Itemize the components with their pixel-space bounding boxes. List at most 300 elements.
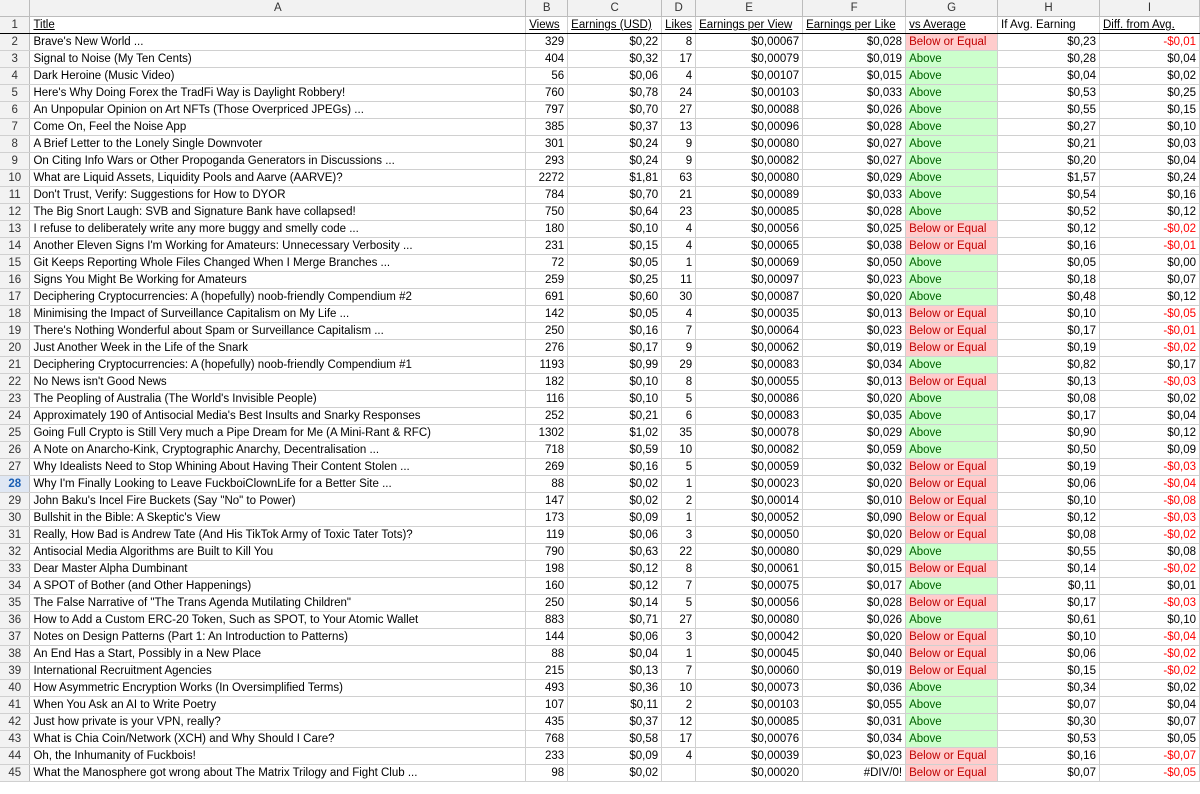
if-avg-earning-cell[interactable]: $0,55 [998, 102, 1100, 119]
title-cell[interactable]: An Unpopular Opinion on Art NFTs (Those Overpriced JPEGs) ... [30, 102, 526, 119]
diff-from-avg-cell[interactable]: $0,02 [1099, 68, 1199, 85]
likes-cell[interactable]: 6 [662, 408, 696, 425]
diff-from-avg-cell[interactable]: $0,12 [1099, 289, 1199, 306]
earnings-per-view-cell[interactable]: $0,00065 [696, 238, 803, 255]
title-cell[interactable]: International Recruitment Agencies [30, 663, 526, 680]
earnings-per-like-cell[interactable]: $0,019 [803, 663, 906, 680]
earnings-per-like-cell[interactable]: $0,017 [803, 578, 906, 595]
title-cell[interactable]: How to Add a Custom ERC-20 Token, Such as SPOT, to Your Atomic Wallet [30, 612, 526, 629]
likes-cell[interactable]: 1 [662, 510, 696, 527]
if-avg-earning-cell[interactable]: $0,90 [998, 425, 1100, 442]
earnings-per-like-cell[interactable]: $0,013 [803, 374, 906, 391]
views-cell[interactable]: 182 [526, 374, 568, 391]
vs-average-cell[interactable]: Above [906, 255, 998, 272]
column-header-g[interactable]: G [906, 0, 998, 17]
earnings-per-view-cell[interactable]: $0,00069 [696, 255, 803, 272]
title-cell[interactable]: I refuse to deliberately write any more buggy and smelly code ... [30, 221, 526, 238]
row-header[interactable]: 42 [0, 714, 30, 731]
vs-average-cell[interactable]: Below or Equal [906, 748, 998, 765]
title-cell[interactable]: Deciphering Cryptocurrencies: A (hopefully) noob-friendly Compendium #2 [30, 289, 526, 306]
earnings-cell[interactable]: $1,02 [568, 425, 662, 442]
row-header[interactable]: 39 [0, 663, 30, 680]
title-cell[interactable]: Here's Why Doing Forex the TradFi Way is Daylight Robbery! [30, 85, 526, 102]
title-cell[interactable]: The Big Snort Laugh: SVB and Signature Bank have collapsed! [30, 204, 526, 221]
earnings-cell[interactable]: $0,13 [568, 663, 662, 680]
earnings-per-view-cell[interactable]: $0,00020 [696, 765, 803, 782]
if-avg-earning-cell[interactable]: $0,10 [998, 629, 1100, 646]
earnings-cell[interactable]: $0,04 [568, 646, 662, 663]
earnings-cell[interactable]: $0,37 [568, 714, 662, 731]
row-header[interactable]: 14 [0, 238, 30, 255]
earnings-per-like-cell[interactable]: $0,034 [803, 357, 906, 374]
earnings-per-view-cell[interactable]: $0,00103 [696, 697, 803, 714]
views-cell[interactable]: 1302 [526, 425, 568, 442]
earnings-per-view-cell[interactable]: $0,00045 [696, 646, 803, 663]
earnings-per-view-cell[interactable]: $0,00083 [696, 408, 803, 425]
row-header[interactable]: 31 [0, 527, 30, 544]
views-cell[interactable]: 88 [526, 476, 568, 493]
likes-cell[interactable]: 21 [662, 187, 696, 204]
row-header[interactable]: 33 [0, 561, 30, 578]
row-header[interactable]: 3 [0, 51, 30, 68]
diff-from-avg-cell[interactable]: -$0,04 [1099, 476, 1199, 493]
vs-average-cell[interactable]: Above [906, 442, 998, 459]
earnings-per-view-cell[interactable]: $0,00080 [696, 612, 803, 629]
title-cell[interactable]: Minimising the Impact of Surveillance Capitalism on My Life ... [30, 306, 526, 323]
earnings-per-view-cell[interactable]: $0,00107 [696, 68, 803, 85]
row-header[interactable]: 10 [0, 170, 30, 187]
diff-from-avg-cell[interactable]: -$0,02 [1099, 221, 1199, 238]
vs-average-cell[interactable]: Above [906, 85, 998, 102]
likes-cell[interactable]: 23 [662, 204, 696, 221]
views-cell[interactable]: 790 [526, 544, 568, 561]
likes-cell[interactable]: 4 [662, 68, 696, 85]
vs-average-cell[interactable]: Below or Equal [906, 493, 998, 510]
if-avg-earning-cell[interactable]: $0,16 [998, 238, 1100, 255]
views-cell[interactable]: 215 [526, 663, 568, 680]
earnings-per-view-cell[interactable]: $0,00060 [696, 663, 803, 680]
earnings-per-view-cell[interactable]: $0,00086 [696, 391, 803, 408]
views-cell[interactable]: 750 [526, 204, 568, 221]
earnings-cell[interactable]: $0,15 [568, 238, 662, 255]
earnings-cell[interactable]: $0,06 [568, 527, 662, 544]
earnings-per-view-cell[interactable]: $0,00082 [696, 153, 803, 170]
if-avg-earning-cell[interactable]: $0,08 [998, 391, 1100, 408]
title-cell[interactable]: Approximately 190 of Antisocial Media's Best Insults and Snarky Responses [30, 408, 526, 425]
earnings-per-view-cell[interactable]: $0,00087 [696, 289, 803, 306]
earnings-cell[interactable]: $0,16 [568, 323, 662, 340]
earnings-per-view-cell[interactable]: $0,00061 [696, 561, 803, 578]
views-cell[interactable]: 718 [526, 442, 568, 459]
row-header[interactable]: 41 [0, 697, 30, 714]
likes-cell[interactable]: 9 [662, 153, 696, 170]
earnings-cell[interactable]: $0,16 [568, 459, 662, 476]
likes-cell[interactable]: 29 [662, 357, 696, 374]
earnings-per-like-cell[interactable]: $0,023 [803, 748, 906, 765]
likes-cell[interactable]: 1 [662, 646, 696, 663]
likes-cell[interactable]: 10 [662, 442, 696, 459]
title-cell[interactable]: Brave's New World ... [30, 34, 526, 51]
diff-from-avg-cell[interactable]: $0,07 [1099, 714, 1199, 731]
title-cell[interactable]: Why I'm Finally Looking to Leave FuckboiClownLife for a Better Site ... [30, 476, 526, 493]
title-cell[interactable]: Deciphering Cryptocurrencies: A (hopefully) noob-friendly Compendium #1 [30, 357, 526, 374]
likes-cell[interactable]: 1 [662, 476, 696, 493]
diff-from-avg-cell[interactable]: $0,12 [1099, 204, 1199, 221]
earnings-per-view-cell[interactable]: $0,00064 [696, 323, 803, 340]
title-cell[interactable]: The False Narrative of "The Trans Agenda Mutilating Children" [30, 595, 526, 612]
vs-average-cell[interactable]: Above [906, 102, 998, 119]
row-header[interactable]: 44 [0, 748, 30, 765]
likes-cell[interactable]: 24 [662, 85, 696, 102]
column-header-d[interactable]: D [662, 0, 696, 17]
title-cell[interactable]: The Peopling of Australia (The World's Invisible People) [30, 391, 526, 408]
views-cell[interactable]: 252 [526, 408, 568, 425]
earnings-cell[interactable]: $0,12 [568, 561, 662, 578]
earnings-per-like-cell[interactable]: $0,032 [803, 459, 906, 476]
earnings-per-like-cell[interactable]: $0,055 [803, 697, 906, 714]
diff-from-avg-cell[interactable]: $0,09 [1099, 442, 1199, 459]
earnings-cell[interactable]: $0,11 [568, 697, 662, 714]
vs-average-cell[interactable]: Above [906, 425, 998, 442]
if-avg-earning-cell[interactable]: $0,28 [998, 51, 1100, 68]
if-avg-earning-cell[interactable]: $0,04 [998, 68, 1100, 85]
title-cell[interactable]: Why Idealists Need to Stop Whining About Having Their Content Stolen ... [30, 459, 526, 476]
earnings-per-view-cell[interactable]: $0,00083 [696, 357, 803, 374]
vs-average-cell[interactable]: Below or Equal [906, 629, 998, 646]
likes-cell[interactable]: 27 [662, 612, 696, 629]
likes-cell[interactable]: 17 [662, 51, 696, 68]
earnings-cell[interactable]: $0,09 [568, 510, 662, 527]
row-header[interactable]: 5 [0, 85, 30, 102]
earnings-per-like-cell[interactable]: $0,020 [803, 629, 906, 646]
earnings-cell[interactable]: $0,70 [568, 102, 662, 119]
likes-cell[interactable]: 8 [662, 561, 696, 578]
views-cell[interactable]: 293 [526, 153, 568, 170]
earnings-per-like-cell[interactable]: $0,033 [803, 85, 906, 102]
column-header-i[interactable]: I [1099, 0, 1199, 17]
title-cell[interactable]: John Baku's Incel Fire Buckets (Say "No" to Power) [30, 493, 526, 510]
if-avg-earning-cell[interactable]: $0,20 [998, 153, 1100, 170]
diff-from-avg-cell[interactable]: $0,02 [1099, 680, 1199, 697]
diff-from-avg-cell[interactable]: $0,04 [1099, 408, 1199, 425]
earnings-cell[interactable]: $0,06 [568, 68, 662, 85]
earnings-cell[interactable]: $0,17 [568, 340, 662, 357]
if-avg-earning-cell[interactable]: $1,57 [998, 170, 1100, 187]
likes-cell[interactable]: 8 [662, 374, 696, 391]
title-cell[interactable]: A Brief Letter to the Lonely Single Downvoter [30, 136, 526, 153]
views-cell[interactable]: 385 [526, 119, 568, 136]
diff-from-avg-cell[interactable]: -$0,07 [1099, 748, 1199, 765]
diff-from-avg-cell[interactable]: $0,10 [1099, 612, 1199, 629]
earnings-per-like-cell[interactable]: $0,028 [803, 34, 906, 51]
if-avg-earning-cell[interactable]: $0,23 [998, 34, 1100, 51]
earnings-per-like-cell[interactable]: $0,059 [803, 442, 906, 459]
vs-average-cell[interactable]: Above [906, 544, 998, 561]
views-cell[interactable]: 329 [526, 34, 568, 51]
vs-average-cell[interactable]: Below or Equal [906, 306, 998, 323]
likes-cell[interactable]: 5 [662, 459, 696, 476]
vs-average-cell[interactable]: Below or Equal [906, 765, 998, 782]
earnings-cell[interactable]: $0,22 [568, 34, 662, 51]
earnings-per-view-cell[interactable]: $0,00062 [696, 340, 803, 357]
earnings-cell[interactable]: $0,99 [568, 357, 662, 374]
title-cell[interactable]: Antisocial Media Algorithms are Built to Kill You [30, 544, 526, 561]
vs-average-cell[interactable]: Above [906, 272, 998, 289]
likes-cell[interactable]: 11 [662, 272, 696, 289]
earnings-cell[interactable]: $0,78 [568, 85, 662, 102]
views-cell[interactable]: 142 [526, 306, 568, 323]
if-avg-earning-cell[interactable]: $0,54 [998, 187, 1100, 204]
vs-average-cell[interactable]: Below or Equal [906, 510, 998, 527]
vs-average-cell[interactable]: Below or Equal [906, 34, 998, 51]
vs-average-cell[interactable]: Above [906, 51, 998, 68]
title-cell[interactable]: When You Ask an AI to Write Poetry [30, 697, 526, 714]
if-avg-earning-cell[interactable]: $0,10 [998, 306, 1100, 323]
diff-from-avg-cell[interactable]: $0,08 [1099, 544, 1199, 561]
if-avg-earning-cell[interactable]: $0,15 [998, 663, 1100, 680]
likes-cell[interactable]: 30 [662, 289, 696, 306]
title-cell[interactable]: Another Eleven Signs I'm Working for Amateurs: Unnecessary Verbosity ... [30, 238, 526, 255]
likes-cell[interactable]: 8 [662, 34, 696, 51]
earnings-per-like-cell[interactable]: $0,027 [803, 136, 906, 153]
views-cell[interactable]: 98 [526, 765, 568, 782]
row-header[interactable]: 36 [0, 612, 30, 629]
earnings-cell[interactable]: $0,24 [568, 153, 662, 170]
likes-cell[interactable]: 3 [662, 527, 696, 544]
views-cell[interactable]: 276 [526, 340, 568, 357]
earnings-per-view-cell[interactable]: $0,00050 [696, 527, 803, 544]
views-cell[interactable]: 88 [526, 646, 568, 663]
row-header[interactable]: 13 [0, 221, 30, 238]
earnings-per-view-cell[interactable]: $0,00023 [696, 476, 803, 493]
earnings-per-like-cell[interactable]: $0,023 [803, 272, 906, 289]
row-header-1[interactable]: 1 [0, 17, 30, 34]
likes-cell[interactable]: 9 [662, 340, 696, 357]
diff-from-avg-cell[interactable]: -$0,02 [1099, 663, 1199, 680]
likes-cell[interactable]: 4 [662, 748, 696, 765]
likes-cell[interactable]: 27 [662, 102, 696, 119]
earnings-per-view-cell[interactable]: $0,00079 [696, 51, 803, 68]
if-avg-earning-cell[interactable]: $0,21 [998, 136, 1100, 153]
header-cell-if-avg-earning[interactable]: If Avg. Earning [998, 17, 1100, 34]
earnings-per-like-cell[interactable]: $0,015 [803, 68, 906, 85]
earnings-cell[interactable]: $0,21 [568, 408, 662, 425]
likes-cell[interactable]: 13 [662, 119, 696, 136]
column-header-h[interactable]: H [998, 0, 1100, 17]
row-header[interactable]: 2 [0, 34, 30, 51]
views-cell[interactable]: 301 [526, 136, 568, 153]
diff-from-avg-cell[interactable]: $0,16 [1099, 187, 1199, 204]
vs-average-cell[interactable]: Above [906, 408, 998, 425]
diff-from-avg-cell[interactable]: -$0,01 [1099, 34, 1199, 51]
if-avg-earning-cell[interactable]: $0,17 [998, 595, 1100, 612]
earnings-per-like-cell[interactable]: $0,036 [803, 680, 906, 697]
earnings-per-view-cell[interactable]: $0,00097 [696, 272, 803, 289]
earnings-per-like-cell[interactable]: $0,010 [803, 493, 906, 510]
column-header-e[interactable]: E [696, 0, 803, 17]
if-avg-earning-cell[interactable]: $0,07 [998, 697, 1100, 714]
if-avg-earning-cell[interactable]: $0,27 [998, 119, 1100, 136]
header-cell-vs-average[interactable]: vs Average [906, 17, 998, 34]
earnings-per-like-cell[interactable]: $0,038 [803, 238, 906, 255]
if-avg-earning-cell[interactable]: $0,17 [998, 408, 1100, 425]
earnings-per-view-cell[interactable]: $0,00096 [696, 119, 803, 136]
likes-cell[interactable]: 1 [662, 255, 696, 272]
likes-cell[interactable]: 7 [662, 578, 696, 595]
views-cell[interactable]: 435 [526, 714, 568, 731]
title-cell[interactable]: Oh, the Inhumanity of Fuckbois! [30, 748, 526, 765]
views-cell[interactable]: 784 [526, 187, 568, 204]
vs-average-cell[interactable]: Above [906, 153, 998, 170]
earnings-per-like-cell[interactable]: $0,015 [803, 561, 906, 578]
header-cell-diff-from-avg[interactable]: Diff. from Avg. [1099, 17, 1199, 34]
if-avg-earning-cell[interactable]: $0,11 [998, 578, 1100, 595]
if-avg-earning-cell[interactable]: $0,18 [998, 272, 1100, 289]
row-header[interactable]: 8 [0, 136, 30, 153]
if-avg-earning-cell[interactable]: $0,61 [998, 612, 1100, 629]
row-header[interactable]: 25 [0, 425, 30, 442]
diff-from-avg-cell[interactable]: $0,01 [1099, 578, 1199, 595]
row-header[interactable]: 24 [0, 408, 30, 425]
row-header[interactable]: 16 [0, 272, 30, 289]
views-cell[interactable]: 269 [526, 459, 568, 476]
vs-average-cell[interactable]: Above [906, 731, 998, 748]
vs-average-cell[interactable]: Below or Equal [906, 221, 998, 238]
header-cell-likes[interactable]: Likes [662, 17, 696, 34]
if-avg-earning-cell[interactable]: $0,48 [998, 289, 1100, 306]
earnings-cell[interactable]: $0,12 [568, 578, 662, 595]
earnings-per-view-cell[interactable]: $0,00080 [696, 170, 803, 187]
row-header[interactable]: 4 [0, 68, 30, 85]
likes-cell[interactable]: 10 [662, 680, 696, 697]
if-avg-earning-cell[interactable]: $0,55 [998, 544, 1100, 561]
title-cell[interactable]: Come On, Feel the Noise App [30, 119, 526, 136]
title-cell[interactable]: Dear Master Alpha Dumbinant [30, 561, 526, 578]
title-cell[interactable]: Really, How Bad is Andrew Tate (And His TikTok Army of Toxic Tater Tots)? [30, 527, 526, 544]
row-header[interactable]: 43 [0, 731, 30, 748]
likes-cell[interactable]: 12 [662, 714, 696, 731]
diff-from-avg-cell[interactable]: $0,15 [1099, 102, 1199, 119]
likes-cell[interactable]: 2 [662, 697, 696, 714]
views-cell[interactable]: 404 [526, 51, 568, 68]
row-header[interactable]: 37 [0, 629, 30, 646]
row-header[interactable]: 19 [0, 323, 30, 340]
earnings-per-like-cell[interactable]: $0,020 [803, 289, 906, 306]
earnings-per-like-cell[interactable]: $0,019 [803, 51, 906, 68]
diff-from-avg-cell[interactable]: -$0,08 [1099, 493, 1199, 510]
likes-cell[interactable]: 35 [662, 425, 696, 442]
diff-from-avg-cell[interactable]: -$0,04 [1099, 629, 1199, 646]
earnings-per-like-cell[interactable]: $0,013 [803, 306, 906, 323]
earnings-per-view-cell[interactable]: $0,00014 [696, 493, 803, 510]
if-avg-earning-cell[interactable]: $0,19 [998, 340, 1100, 357]
earnings-per-like-cell[interactable]: $0,020 [803, 391, 906, 408]
diff-from-avg-cell[interactable]: $0,03 [1099, 136, 1199, 153]
views-cell[interactable]: 1193 [526, 357, 568, 374]
if-avg-earning-cell[interactable]: $0,16 [998, 748, 1100, 765]
if-avg-earning-cell[interactable]: $0,06 [998, 476, 1100, 493]
earnings-per-like-cell[interactable]: $0,027 [803, 153, 906, 170]
earnings-per-like-cell[interactable]: $0,034 [803, 731, 906, 748]
diff-from-avg-cell[interactable]: -$0,03 [1099, 510, 1199, 527]
earnings-per-view-cell[interactable]: $0,00052 [696, 510, 803, 527]
diff-from-avg-cell[interactable]: -$0,01 [1099, 323, 1199, 340]
row-header[interactable]: 34 [0, 578, 30, 595]
views-cell[interactable]: 147 [526, 493, 568, 510]
vs-average-cell[interactable]: Below or Equal [906, 595, 998, 612]
diff-from-avg-cell[interactable]: $0,00 [1099, 255, 1199, 272]
earnings-per-like-cell[interactable]: $0,023 [803, 323, 906, 340]
vs-average-cell[interactable]: Above [906, 357, 998, 374]
views-cell[interactable]: 768 [526, 731, 568, 748]
header-cell-earnings-per-like[interactable]: Earnings per Like [803, 17, 906, 34]
earnings-per-view-cell[interactable]: $0,00067 [696, 34, 803, 51]
row-header[interactable]: 27 [0, 459, 30, 476]
earnings-per-like-cell[interactable]: $0,090 [803, 510, 906, 527]
earnings-per-view-cell[interactable]: $0,00085 [696, 204, 803, 221]
if-avg-earning-cell[interactable]: $0,06 [998, 646, 1100, 663]
views-cell[interactable]: 198 [526, 561, 568, 578]
vs-average-cell[interactable]: Below or Equal [906, 238, 998, 255]
row-header[interactable]: 17 [0, 289, 30, 306]
earnings-per-like-cell[interactable]: $0,033 [803, 187, 906, 204]
likes-cell[interactable]: 4 [662, 238, 696, 255]
title-cell[interactable]: Just Another Week in the Life of the Snark [30, 340, 526, 357]
earnings-per-like-cell[interactable]: $0,026 [803, 612, 906, 629]
views-cell[interactable]: 231 [526, 238, 568, 255]
row-header[interactable]: 7 [0, 119, 30, 136]
vs-average-cell[interactable]: Below or Equal [906, 663, 998, 680]
title-cell[interactable]: What is Chia Coin/Network (XCH) and Why Should I Care? [30, 731, 526, 748]
vs-average-cell[interactable]: Below or Equal [906, 527, 998, 544]
title-cell[interactable]: Signal to Noise (My Ten Cents) [30, 51, 526, 68]
likes-cell[interactable] [662, 765, 696, 782]
vs-average-cell[interactable]: Above [906, 714, 998, 731]
earnings-cell[interactable]: $0,06 [568, 629, 662, 646]
diff-from-avg-cell[interactable]: $0,10 [1099, 119, 1199, 136]
vs-average-cell[interactable]: Above [906, 289, 998, 306]
earnings-per-view-cell[interactable]: $0,00078 [696, 425, 803, 442]
earnings-cell[interactable]: $0,32 [568, 51, 662, 68]
earnings-per-view-cell[interactable]: $0,00085 [696, 714, 803, 731]
vs-average-cell[interactable]: Above [906, 578, 998, 595]
likes-cell[interactable]: 4 [662, 221, 696, 238]
row-header[interactable]: 15 [0, 255, 30, 272]
row-header[interactable]: 21 [0, 357, 30, 374]
earnings-per-like-cell[interactable]: $0,020 [803, 476, 906, 493]
if-avg-earning-cell[interactable]: $0,34 [998, 680, 1100, 697]
title-cell[interactable]: There's Nothing Wonderful about Spam or Surveillance Capitalism ... [30, 323, 526, 340]
earnings-per-view-cell[interactable]: $0,00088 [696, 102, 803, 119]
column-header-c[interactable]: C [568, 0, 662, 17]
likes-cell[interactable]: 2 [662, 493, 696, 510]
earnings-cell[interactable]: $0,37 [568, 119, 662, 136]
vs-average-cell[interactable]: Below or Equal [906, 476, 998, 493]
if-avg-earning-cell[interactable]: $0,19 [998, 459, 1100, 476]
vs-average-cell[interactable]: Above [906, 391, 998, 408]
row-header[interactable]: 45 [0, 765, 30, 782]
diff-from-avg-cell[interactable]: $0,24 [1099, 170, 1199, 187]
row-header[interactable]: 26 [0, 442, 30, 459]
diff-from-avg-cell[interactable]: $0,05 [1099, 731, 1199, 748]
views-cell[interactable]: 493 [526, 680, 568, 697]
column-header-b[interactable]: B [526, 0, 568, 17]
earnings-per-view-cell[interactable]: $0,00056 [696, 595, 803, 612]
diff-from-avg-cell[interactable]: -$0,02 [1099, 527, 1199, 544]
earnings-cell[interactable]: $0,60 [568, 289, 662, 306]
earnings-cell[interactable]: $0,58 [568, 731, 662, 748]
earnings-cell[interactable]: $0,05 [568, 306, 662, 323]
